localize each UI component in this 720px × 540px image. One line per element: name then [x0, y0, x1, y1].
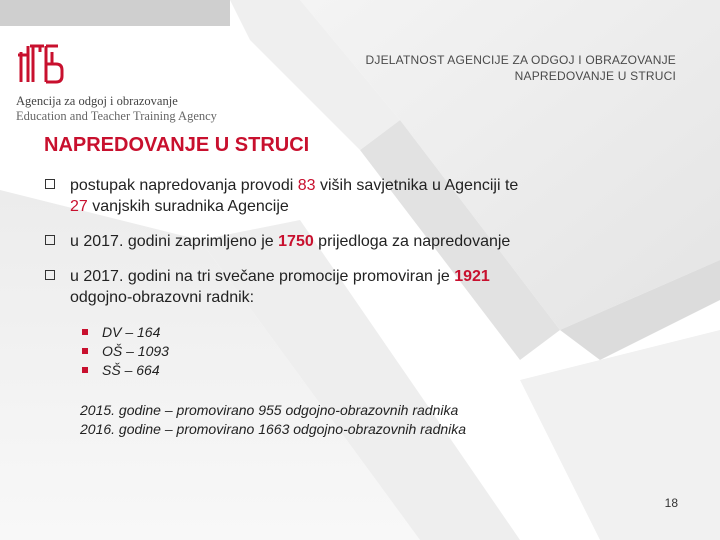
- school-level-list: [80, 323, 169, 380]
- list-item: DV – 164: [80, 323, 169, 342]
- header-line-2: NAPREDOVANJE U STRUCI: [514, 69, 676, 83]
- list-item: OŠ – 1093: [80, 342, 169, 361]
- slide-header: [366, 52, 676, 84]
- square-bullet-icon: [82, 348, 88, 354]
- bullet-item: u 2017. godini na tri svečane promocije promoviran je 1921 odgojno-obrazovni radnik:: [44, 266, 684, 308]
- checkbox-icon: [45, 270, 55, 280]
- header-line-1: DJELATNOST AGENCIJE ZA ODGOJ I OBRAZOVANJE: [365, 53, 676, 67]
- top-gray-bar: [0, 0, 230, 26]
- bullet-item: u 2017. godini zaprimljeno je 1750 prijedloga za napredovanje: [44, 231, 684, 252]
- highlight-number: 1750: [278, 233, 314, 250]
- square-bullet-icon: [82, 367, 88, 373]
- highlight-number: 27: [70, 198, 88, 215]
- note-2015: 2015. godine – promovirano 955 odgojno-obrazovnih radnika: [80, 402, 459, 418]
- bullet-item: postupak napredovanja provodi 83 viših savjetnika u Agenciji te 27 vanjskih suradnika Agencije: [44, 175, 684, 217]
- checkbox-icon: [45, 235, 55, 245]
- agency-name: [16, 94, 217, 124]
- square-bullet-icon: [82, 329, 88, 335]
- page-number: 18: [664, 496, 678, 510]
- note-2016: 2016. godine – promovirano 1663 odgojno-obrazovnih radnika: [80, 421, 467, 437]
- agency-name-hr: Agencija za odgoj i obrazovanje: [16, 94, 178, 108]
- agency-logo-icon: [18, 42, 74, 86]
- agency-name-en: Education and Teacher Training Agency: [16, 109, 217, 123]
- highlight-number: 83: [297, 177, 316, 194]
- history-notes: [80, 401, 466, 439]
- list-item: SŠ – 664: [80, 361, 169, 380]
- slide-title: NAPREDOVANJE U STRUCI: [44, 134, 310, 156]
- highlight-number: 1921: [454, 268, 490, 285]
- checkbox-icon: [45, 179, 55, 189]
- bullet-list: [44, 175, 684, 322]
